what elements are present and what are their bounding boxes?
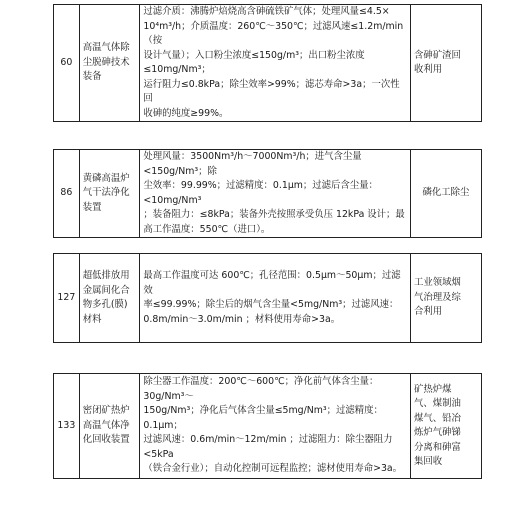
equipment-name: 高温气体除 尘脱砷技术 装备 — [79, 5, 140, 122]
application-field: 磷化工除尘 — [410, 150, 481, 238]
equipment-name: 超低排放用 金属间化合 物多孔(膜) 材料 — [79, 254, 140, 343]
table-row — [54, 254, 482, 343]
row-number: 60 — [54, 5, 80, 122]
table-row — [54, 5, 482, 122]
table-row — [54, 374, 482, 479]
row-number: 133 — [54, 374, 80, 479]
row-number: 86 — [54, 150, 80, 238]
equipment-name: 黄磷高温炉 气干法净化 装置 — [79, 150, 140, 238]
technical-specs: 过滤介质：沸腾炉焙烧高含砷硫铁矿气体；处理风量≤4.5× 10⁴m³/h；介质温度：260℃～350℃；过滤风速≤1.2m/min（按 设计气量）；入口粉尘浓度≤150g/m³；出口粉尘浓度≤10mg/Nm³； 运行阻力≤0.8kPa；除尘效率>99%；滤芯寿命>3a；一次性回 收砷的纯度≥99%。 — [140, 5, 411, 122]
technical-specs: 最高工作温度可达 600℃；孔径范围：0.5μm～50μm；过滤效 率≤99.99%；除尘后的烟气含尘量<5mg/Nm³；过滤风速： 0.8m/min～3.0m/min ；材料使用寿命>3a。 — [140, 254, 411, 343]
equipment-table-row-127 — [53, 253, 482, 343]
application-field: 含砷矿渣回 收利用 — [410, 5, 481, 122]
application-field: 工业领域烟 气治理及综 合利用 — [410, 254, 481, 343]
technical-specs: 除尘器工作温度：200℃～600℃；净化前气体含尘量：30g/Nm³～ 150g/Nm³；净化后气体含尘量≤5mg/Nm³；过滤精度：0.1μm； 过滤风速：0.6m/min～12m/min ；过滤阻力：除尘器阻力<5kPa （铁合金行业）；自动化控制可远程监控；滤材使用寿命>3a。 — [140, 374, 411, 479]
equipment-table-row-133 — [53, 373, 482, 479]
table-row — [54, 150, 482, 238]
equipment-table-row-86 — [53, 149, 482, 238]
equipment-name: 密闭矿热炉 高温气体净 化回收装置 — [79, 374, 140, 479]
application-field: 矿热炉煤 气、煤制油 煤气、铅冶 炼炉气砷锑 分离和砷富 集回收 — [410, 374, 481, 479]
row-number: 127 — [54, 254, 80, 343]
technical-specs: 处理风量：3500Nm³/h～7000Nm³/h；进气含尘量<150g/Nm³；除 尘效率：99.99%；过滤精度：0.1μm；过滤后含尘量：<10mg/Nm³ ；装备阻力：≤8kPa；装备外壳按照承受负压 12kPa 设计；最 高工作温度：550℃（进口）。 — [140, 150, 411, 238]
equipment-table-row-60 — [53, 4, 482, 122]
